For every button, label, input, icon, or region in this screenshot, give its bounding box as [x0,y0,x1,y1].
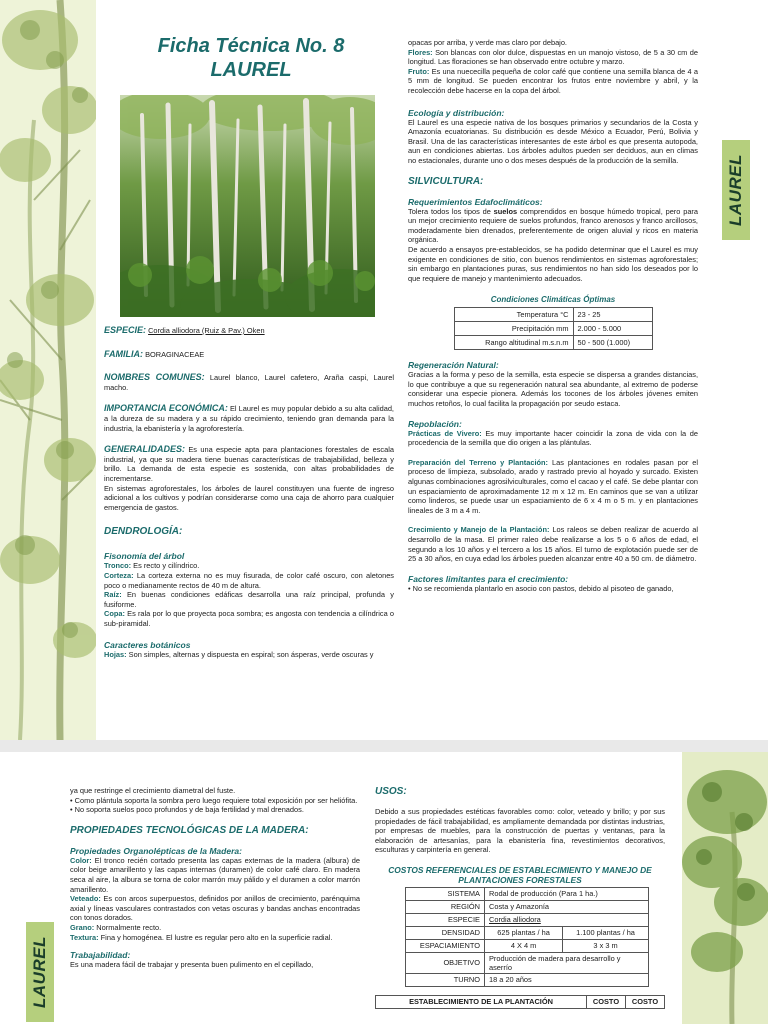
requerimientos-title: Requerimientos Edafoclimáticos: [408,196,543,207]
document-title [112,34,390,82]
trabajabilidad-text: Es una madera fácil de trabajar y presenta buen pulimento en el cepillado, [70,960,314,970]
costos-row-densidad: DENSIDAD 625 plantas / ha 1.100 plantas / ha [406,926,649,939]
fruto-line: Fruto: Es una nuececilla pequeña de color café que contiene una semilla blanca de 4 a 5 mm de longitud. Se pueden encontrar los frutos entre noviembre y abril, y la recolección debe hacerse en la copa del árbol. [408,66,699,95]
left-foliage-strip [0,0,96,740]
side-tab-label-2: LAUREL [26,922,54,1022]
generalidades: GENERALIDADES: Es una especie apta para plantaciones forestales de escala industrial, ya que su madera tiene buenas características de trabajabilidad, belleza y brillo. La demanda de esta especie es sostenida, con altas probabilidades de incrementarse. [104,444,394,483]
usos-title: USOS: [375,786,407,797]
costo-header-1: COSTO [587,995,626,1008]
raiz-line: Raíz: En buenas condiciones edáficas desarrolla una raíz principal, profunda y fusiforme. [104,590,394,609]
clima-value: 23 - 25 [573,308,652,322]
clima-row [454,322,652,336]
costos-row: SISTEMA Rodal de producción (Para 1 ha.) [406,887,649,900]
hojas-line: Hojas: Son simples, alternas y dispuesta en espiral; son ásperas, verde oscuras y [104,650,374,660]
organolepticas-title: Propiedades Organolépticas de la Madera: [70,845,242,856]
document-page-2 [0,752,768,1024]
propiedades-title: PROPIEDADES TECNOLÓGICAS DE LA MADERA: [70,824,309,836]
establecimiento-table [375,995,665,1009]
regeneracion-text: Gracias a la forma y peso de la semilla, esta especie se dispersa a grandes distancias, lo que contribuye a que su regeneración natural sea abundante, al extremo de poderse considerar una especie pionera. Además los tocones de los árboles jóvenes emiten muchos retoños, lo cual facilita la propagación por seudo estaca. [408,370,698,409]
laurel-forest-photo [120,95,375,317]
nombres-comunes: NOMBRES COMUNES: Laurel blanco, Laurel cafetero, Araña caspi, Laurel macho. [104,372,394,392]
costos-table [405,887,649,987]
costos-title-2: PLANTACIONES FORESTALES [458,874,582,885]
textura-line: Textura: Fina y homogénea. El lustre es regular pero alto en la superficie radial. [70,932,333,942]
requerimientos-text-1: Tolera todos los tipos de suelos comprendidos en bosque húmedo tropical, pero para un mejor crecimiento requiere de suelos profundos, franco arenosos y franco arcillosos, moderadamente bien drenados, preferentemente de origen aluvial y ricos en materia orgánica. [408,206,698,245]
regeneracion-title: Regeneración Natural: [408,360,499,371]
costos-row: TURNO 18 a 20 años [406,973,649,986]
color-line: Color: El tronco recién cortado presenta las capas externas de la madera (albura) de color beige amarillento y las capas internas (duramen) de color café claro. En madera seca al aire, la albura se torna de color marrón muy pálido y el duramen a color marrón amarillento. [70,855,360,894]
repoblacion-title: Repoblación: [408,418,462,429]
page-separator [0,740,768,752]
trabajabilidad-title: Trabajabilidad: [70,950,131,961]
clima-value: 2.000 - 5.000 [573,322,652,336]
left-column [104,326,394,660]
p2-left-column [70,786,360,970]
requerimientos-text-2: De acuerdo a ensayos pre-establecidos, se ha podido determinar que el Laurel es muy exigente en condiciones de sitio, con buenos rendimientos en sistemas agroforestales; sin embargo en plantaciones puras, sus rendimientos no han sido los deseados por lo que requiere de manejo y mantenimiento adecuados. [408,244,698,283]
tronco-line: Tronco: Es recto y cilíndrico. [104,561,200,571]
crecimiento-manejo: Crecimiento y Manejo de la Plantación: Los raleos se deben realizar de acuerdo al desarrollo de la masa. El primer raleo debe realizarse a los 5 o 6 años de edad, el segundo a los 10 años y el tercero a los 15 años. El turno de explotación puede ser de 25 a 30 años, en cuya edad los árboles pueden alcanzar entre 40 a 50 cm. de diámetro. [408,525,698,564]
preparacion-terreno: Preparación del Terreno y Plantación: Las plantaciones en rodales pasan por el proceso de limpieza, subsolado, arado y rastrado previo al hoyado y surcado. Existen algunas combinaciones agrosilviculturales, como el cacao y el café. Se debe plantar con un espaciamiento de aproximadamente 12 m x 12 m. En caminos que se van a utilizar como linderos, se puede usar un espaciamiento de 6 x 4 m o 5 m. y en plantaciones lineales de 3 m a 4 m. [408,457,698,515]
forest-photo-illustration [120,95,375,317]
tree-foliage-illustration [682,752,768,1024]
right-foliage-strip [682,752,768,1024]
clima-row [454,336,652,350]
factor-bullet-1: • Como plántula soporta la sombra pero luego requiere total exposición por ser heliófita. [70,795,358,805]
clima-label: Precipitación mm [454,322,573,336]
costos-row-espaciamiento: ESPACIAMIENTO 4 X 4 m 3 x 3 m [406,939,649,952]
p2-right-column [375,786,665,1009]
ecologia-text: El Laurel es una especie nativa de los bosques primarios y secundarios de la Costa y Amazonía ecuatorianas. Su distribución es desde México a Ecuador, Perú, Bolivia y Brasil. Una de las características interesantes de este árbol es que presenta autopoda, aun en condiciones abiertas. Los árboles adultos pueden ser deciduos, aun en climas no estacionales, durante uno o dos meses después de la producción de la semilla. [408,117,698,165]
side-tab-label: LAUREL [722,140,750,240]
grano-line: Grano: Normalmente recto. [70,922,162,932]
clima-label: Rango altitudinal m.s.n.m [454,336,573,350]
hojas-continued: opacas por arriba, y verde mas claro por debajo. [408,38,567,47]
factores-text: • No se recomienda plantarlo en asocio con pastos, debido al pisoteo de ganado, [408,583,674,593]
costos-title-1: COSTOS REFERENCIALES DE ESTABLECIMIENTO Y MANEJO DE [388,864,652,875]
title-line-2: LAUREL [210,59,292,81]
ecologia-title: Ecología y distribución: [408,107,505,118]
copa-line: Copa: Es rala por lo que proyecta poca sombra; es angosta con tendencia a cilíndrica o sub-piramidal. [104,609,394,628]
costos-row: OBJETIVO Producción de madera para desarrollo y aserrío [406,952,649,973]
generalidades-2: En sistemas agroforestales, los árboles de laurel constituyen una fuente de ingreso adicional a los cultivos y podrían considerarse como una caja de ahorro para cualquier emergencia de gastos. [104,483,394,512]
costos-row: REGIÓN Costa y Amazonía [406,900,649,913]
factores-title: Factores limitantes para el crecimiento: [408,573,569,584]
clima-row [454,308,652,322]
importancia-economica: IMPORTANCIA ECONÓMICA: El Laurel es muy popular debido a su alta calidad, a la dureza de su madera y a su rápido crecimiento, teniendo gran demanda para la industria, la ebanistería y la agroforestería. [104,403,394,433]
familia-line: FAMILIA: BORAGINACEAE [104,348,205,359]
factor-bullet-2: • No soporta suelos poco profundos y de baja fertilidad y mal drenados. [70,805,304,815]
veteado-line: Veteado: Es con arcos superpuestos, definidos por anillos de crecimiento, parénquima axial y líneas vasculares contrastados con vetas oscuras y bandas anchas encontradas con tonos dorados. [70,894,360,923]
clima-label: Temperatura °C [454,308,573,322]
corteza-line: Corteza: La corteza externa no es muy fisurada, de color café oscuro, con aletones poco o medianamente rectos de 40 m de altura. [104,570,395,590]
especie-line: ESPECIE: Cordia alliodora (Ruiz & Pav.) Oken [104,325,265,335]
costo-header-2: COSTO [626,995,665,1008]
botanicos-title: Caracteres botánicos [104,640,191,651]
practicas-vivero: Prácticas de Vivero: Es muy importante hacer coincidir la zona de vida con la de procedencia de la semilla que dio origen a las plántulas. [408,428,699,448]
right-column [408,38,698,593]
usos-text: Debido a sus propiedades estéticas favorables como: color, veteado y brillo; y por sus propiedades de fácil trabajabilidad, es ampliamente demandada por distintas industrias, por empresas de muebles, para la construcción de puertas y ventanas, para la elaboración de artesanías, para la ebanistería fina, revestimientos decorativos, esculturas y carpintería en general. [375,807,665,855]
title-line-1: Ficha Técnica No. 8 [157,35,345,57]
silvicultura-title: SILVICULTURA: [408,175,484,187]
clima-value: 50 - 500 (1.000) [573,336,652,350]
clima-table [454,307,653,350]
fisonomia-title: Fisonomía del árbol [104,551,185,562]
factores-continued: ya que restringe el crecimiento diametral del fuste. [70,786,236,795]
dendrologia-title: DENDROLOGÍA: [104,526,183,538]
establecimiento-header: ESTABLECIMIENTO DE LA PLANTACIÓN [376,995,587,1008]
flores-line: Flores: Son blancas con olor dulce, dispuestas en un manojo vistoso, de 5 a 30 cm de longitud. Las floraciones se han observado entre octubre y marzo. [408,47,698,67]
clima-table-title: Condiciones Climáticas Óptimas [490,295,616,305]
costos-row: ESPECIE Cordia alliodora [406,913,649,926]
tree-branches-illustration [0,0,96,740]
